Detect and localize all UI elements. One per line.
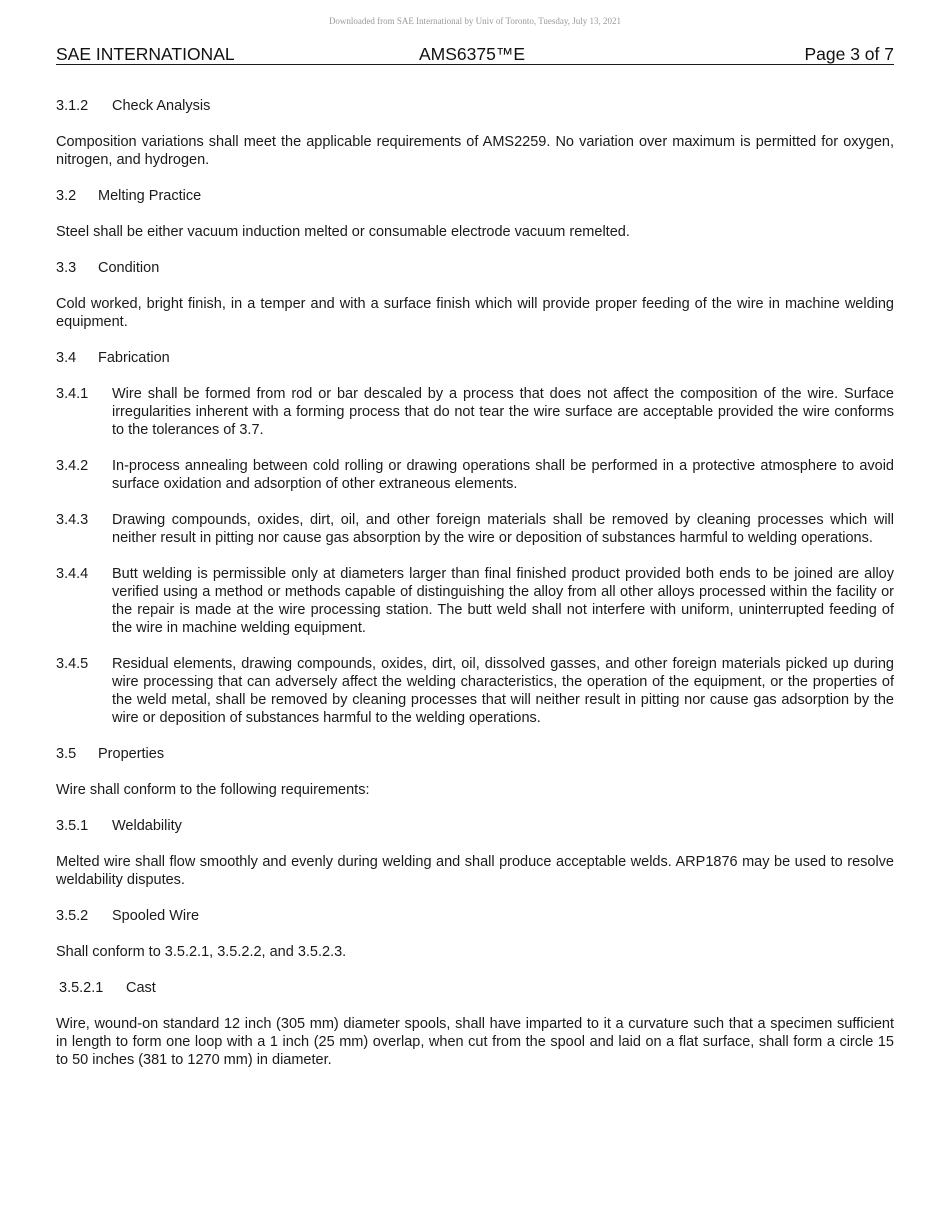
item-text: Residual elements, drawing compounds, oxides, dirt, oil, dissolved gasses, and other foreign materials picked up during wire processing that can adversely affect the welding characteristics, the operation of the equipment, or the properties of the weld metal, shall be removed by cleaning processes that will neither result in pitting nor cause gas adsorption by the wire or deposition of substances harmful to the welding operations.: [112, 656, 894, 726]
download-watermark: Downloaded from SAE International by Univ of Toronto, Tuesday, July 13, 2021: [328, 16, 622, 26]
section-title: Fabrication: [98, 350, 170, 366]
item-number: 3.4.5: [56, 656, 89, 672]
list-item: [56, 655, 894, 727]
list-item: [56, 511, 894, 547]
item-text: Wire shall be formed from rod or bar descaled by a process that does not affect the composition of the wire. Surface irregularities inherent with a forming process that do not tear the wire surface are acceptable provided the wire conforms to the tolerances of 3.7.: [112, 386, 894, 438]
section-number: 3.1.2: [56, 98, 89, 114]
list-item: [56, 457, 894, 493]
section-title: Cast: [126, 980, 156, 996]
section-heading-3-1-2: [56, 97, 894, 115]
section-title: Spooled Wire: [112, 908, 200, 924]
paragraph-spooled-wire: Shall conform to 3.5.2.1, 3.5.2.2, and 3.5.2.3.: [56, 944, 347, 960]
paragraph-check-analysis: Composition variations shall meet the applicable requirements of AMS2259. No variation over maximum is permitted for oxygen, nitrogen, and hydrogen.: [56, 134, 894, 168]
section-number: 3.4: [56, 350, 77, 366]
section-number: 3.5.2.1: [59, 980, 104, 996]
section-title: Weldability: [112, 818, 182, 834]
section-heading-3-3: [56, 259, 894, 277]
section-heading-3-2: [56, 187, 894, 205]
item-number: 3.4.3: [56, 512, 89, 528]
document-body: [56, 97, 894, 1087]
section-number: 3.2: [56, 188, 77, 204]
section-heading-3-4: [56, 349, 894, 367]
header-doc-number: AMS6375™E: [419, 44, 526, 64]
section-title: Condition: [98, 260, 160, 276]
section-heading-3-5-2: [56, 907, 894, 925]
item-text: Drawing compounds, oxides, dirt, oil, and other foreign materials shall be removed by cleaning processes which will neither result in pitting nor cause gas absorption by the wire or deposition of substances harmful to welding operations.: [112, 512, 894, 546]
item-number: 3.4.2: [56, 458, 89, 474]
section-heading-3-5-1: [56, 817, 894, 835]
section-number: 3.5.2: [56, 908, 89, 924]
item-number: 3.4.1: [56, 386, 89, 402]
item-number: 3.4.4: [56, 566, 89, 582]
paragraph-cast: Wire, wound-on standard 12 inch (305 mm) diameter spools, shall have imparted to it a curvature such that a specimen sufficient in length to form one loop with a 1 inch (25 mm) overlap, when cut from the spool and laid on a flat surface, shall form a circle 15 to 50 inches (381 to 1270 mm) in diameter.: [56, 1016, 894, 1068]
section-number: 3.5: [56, 746, 77, 762]
list-item: [56, 385, 894, 439]
section-number: 3.5.1: [56, 818, 89, 834]
section-title: Melting Practice: [98, 188, 202, 204]
item-text: Butt welding is permissible only at diameters larger than final finished product provided both ends to be joined are alloy verified using a method or methods capable of distinguishing the alloy from all other alloys processed within the facility or the repair is made at the wire processing station. The butt weld shall not interfere with uniform, uninterrupted feeding of the wire in machine welding equipment.: [112, 566, 894, 636]
section-title: Properties: [98, 746, 165, 762]
section-number: 3.3: [56, 260, 77, 276]
item-text: In-process annealing between cold rolling or drawing operations shall be performed in a protective atmosphere to avoid surface oxidation and adsorption of other extraneous elements.: [112, 458, 894, 492]
list-item: [56, 565, 894, 637]
section-heading-3-5-2-1: [56, 979, 894, 997]
header-org: SAE INTERNATIONAL: [56, 44, 235, 64]
section-heading-3-5: [56, 745, 894, 763]
paragraph-properties: Wire shall conform to the following requirements:: [56, 782, 370, 798]
paragraph-condition: Cold worked, bright finish, in a temper and with a surface finish which will provide proper feeding of the wire in machine welding equipment.: [56, 296, 894, 330]
paragraph-weldability: Melted wire shall flow smoothly and evenly during welding and shall produce acceptable welds. ARP1876 may be used to resolve weldability disputes.: [56, 854, 894, 888]
page-header: [56, 44, 894, 65]
paragraph-melting-practice: Steel shall be either vacuum induction melted or consumable electrode vacuum remelted.: [56, 224, 630, 240]
section-title: Check Analysis: [112, 98, 211, 114]
header-page-number: Page 3 of 7: [804, 44, 894, 64]
